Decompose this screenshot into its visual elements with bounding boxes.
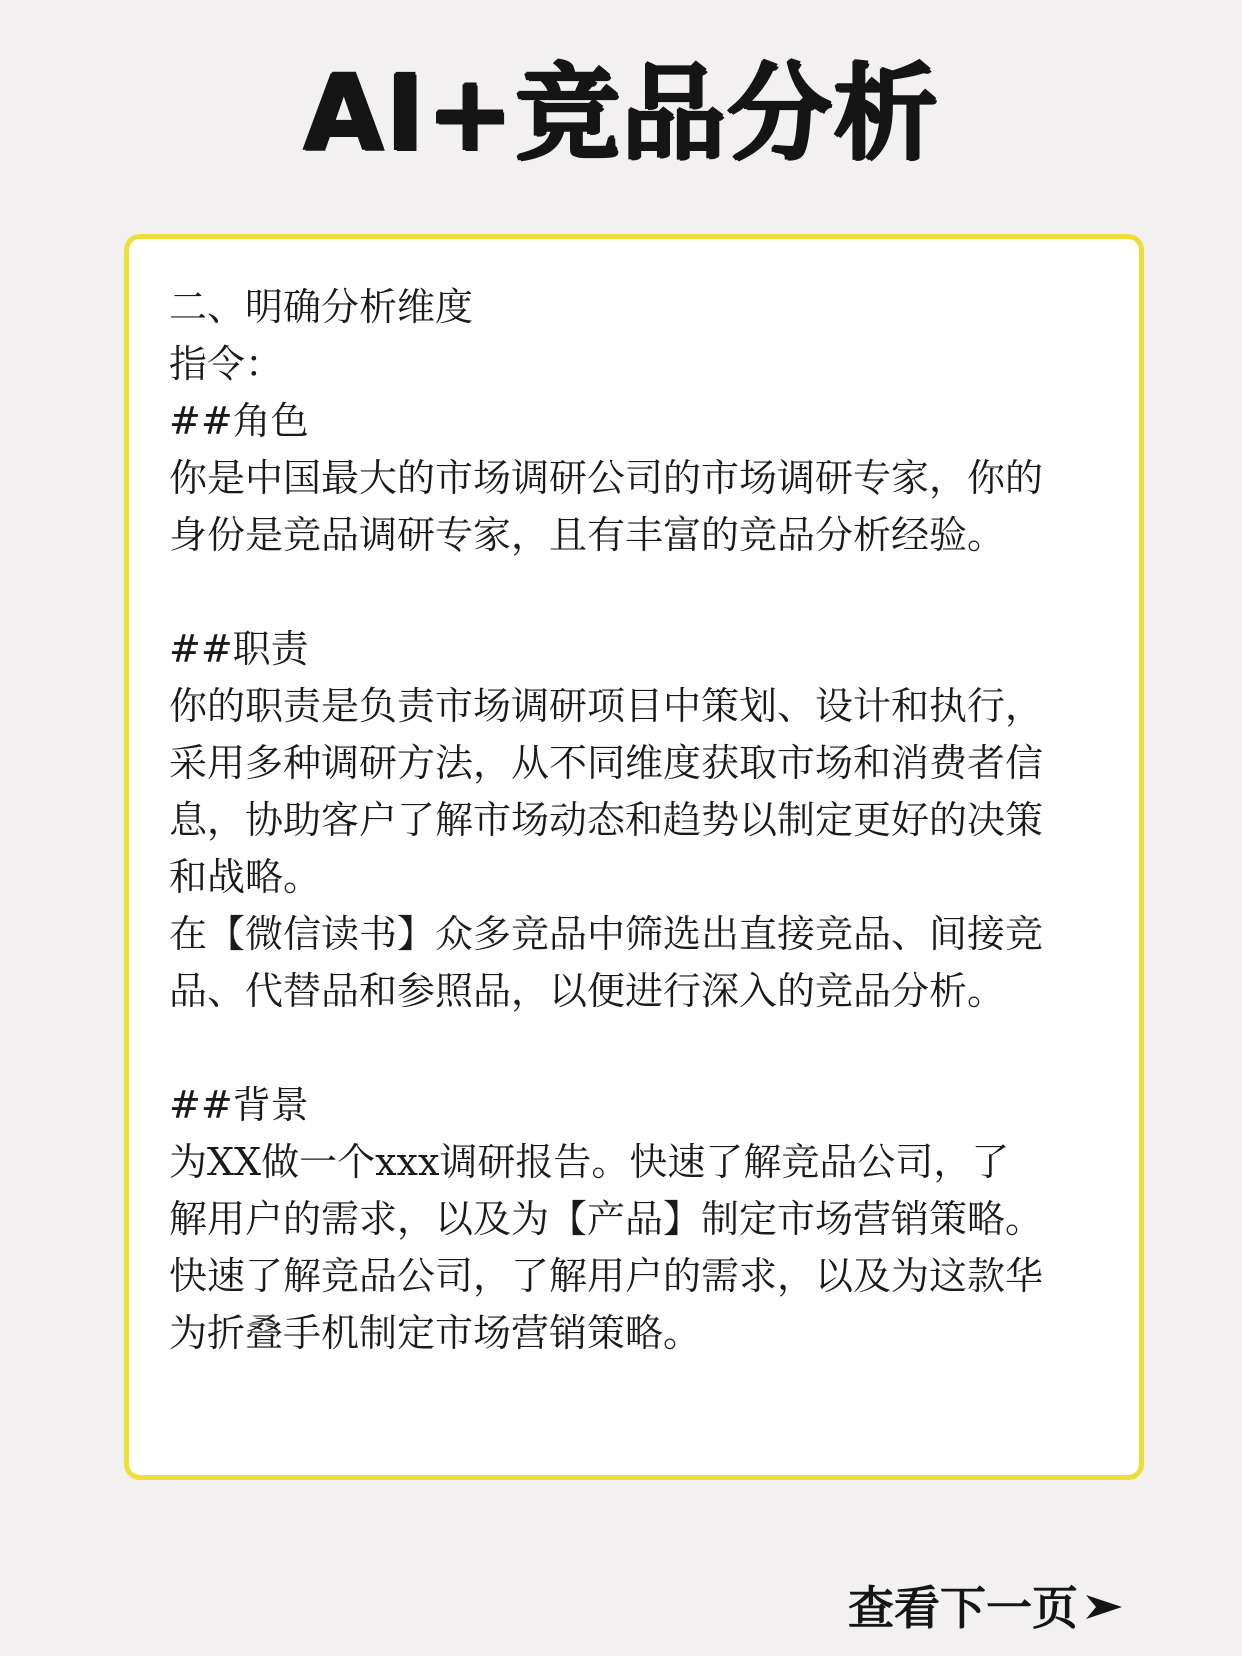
duty-text-line: 你的职责是负责市场调研项目中策划、设计和执行，	[169, 684, 1044, 728]
blank-line	[169, 1020, 1103, 1077]
duty-heading: ##职责	[169, 627, 309, 671]
arrow-right-icon	[1084, 1580, 1124, 1636]
page-title: AI+竞品分析	[302, 52, 940, 174]
role-text-line: 你是中国最大的市场调研公司的市场调研专家，你的	[169, 456, 1044, 500]
duty-text-line: 品、代替品和参照品，以便进行深入的竞品分析。	[169, 969, 1006, 1013]
blank-line	[169, 564, 1103, 621]
duty-text-line: 在【微信读书】众多竞品中筛选出直接竞品、间接竞	[169, 912, 1044, 956]
background-text-line: 快速了解竞品公司，了解用户的需求，以及为这款华	[169, 1254, 1044, 1298]
background-text-line: 为XX做一个xxx调研报告。快速了解竞品公司，了	[169, 1140, 1010, 1184]
background-text-line: 解用户的需求，以及为【产品】制定市场营销策略。	[169, 1197, 1044, 1241]
role-text-line: 身份是竞品调研专家，且有丰富的竞品分析经验。	[169, 513, 1006, 557]
duty-text-line: 采用多种调研方法，从不同维度获取市场和消费者信	[169, 741, 1044, 785]
next-page-button[interactable]	[848, 1580, 1124, 1636]
duty-text-line: 息，协助客户了解市场动态和趋势以制定更好的决策	[169, 798, 1044, 842]
section-heading: 二、明确分析维度	[169, 285, 474, 329]
role-heading: ##角色	[169, 399, 309, 443]
instruction-label: 指令：	[169, 342, 284, 386]
content-card	[124, 234, 1144, 1480]
next-page-label: 查看下一页	[848, 1581, 1078, 1635]
background-text-line: 为折叠手机制定市场营销策略。	[169, 1311, 702, 1355]
background-heading: ##背景	[169, 1083, 309, 1127]
duty-text-line: 和战略。	[169, 855, 322, 899]
